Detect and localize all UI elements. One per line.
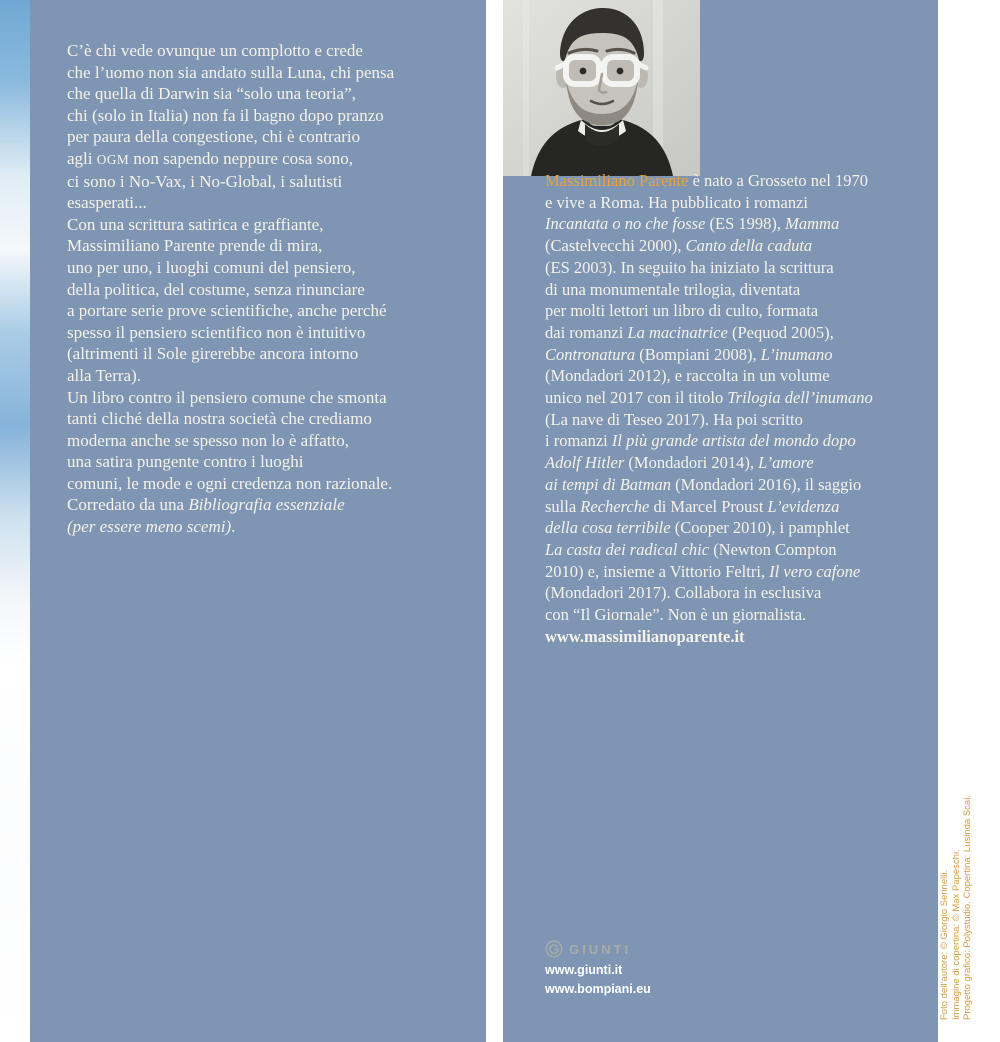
author-photo bbox=[503, 0, 700, 176]
text-line: Massimiliano Parente prende di mira, bbox=[67, 236, 323, 256]
text-line: Adolf Hitler (Mondadori 2014), L’amore bbox=[545, 453, 814, 473]
text-line: (ES 2003). In seguito ha iniziato la scrittura bbox=[545, 257, 834, 277]
giunti-logo-icon bbox=[545, 940, 563, 958]
text-line: moderna anche se spesso non lo è affatto, bbox=[67, 430, 349, 450]
text-line: Un libro contro il pensiero comune che smonta bbox=[67, 387, 387, 407]
text-line: (Mondadori 2017). Collabora in esclusiva bbox=[545, 583, 822, 603]
text-line: alla Terra). bbox=[67, 365, 142, 385]
text-line: tanti cliché della nostra società che crediamo bbox=[67, 409, 372, 429]
text-line: sulla Recherche di Marcel Proust L’evidenza bbox=[545, 496, 840, 516]
text-line: uno per uno, i luoghi comuni del pensiero, bbox=[67, 257, 356, 277]
giunti-logo bbox=[545, 938, 651, 960]
text-line: 2010) e, insieme a Vittorio Feltri, Il vero cafone bbox=[545, 561, 861, 581]
text-line: Massimiliano Parente è nato a Grosseto nel 1970 bbox=[545, 171, 869, 190]
text-line: (La nave di Teseo 2017). Ha poi scritto bbox=[545, 409, 803, 429]
text-line: per paura della congestione, chi è contrario bbox=[67, 127, 361, 147]
text-line: che quella di Darwin sia “solo una teoria”, bbox=[67, 84, 356, 104]
right-flap bbox=[503, 0, 938, 1042]
credit-line-photo: Foto dell’autore: © Giorgio Serinelli. bbox=[939, 869, 950, 1020]
text-line: esasperati... bbox=[67, 193, 147, 213]
text-line: che l’uomo non sia andato sulla Luna, chi pensa bbox=[67, 62, 395, 82]
text-line: Incantata o no che fosse (ES 1998), Mamma bbox=[545, 214, 840, 234]
text-line: Contronatura (Bompiani 2008), L’inumano bbox=[545, 344, 833, 364]
right-margin bbox=[938, 0, 1000, 1042]
credit-line-design: Progetto grafico: Polystudio. Copertina: Lusinda Scai. bbox=[962, 795, 973, 1020]
publisher-footer bbox=[545, 938, 651, 998]
flap-fold-gutter bbox=[486, 0, 503, 1042]
cover-sky-image-sliver bbox=[0, 0, 30, 1042]
text-line: Corredato da una Bibliografia essenziale bbox=[67, 495, 345, 515]
text-line: (altrimenti il Sole girerebbe ancora intorno bbox=[67, 344, 359, 364]
author-bio-text bbox=[545, 170, 933, 647]
text-line: e vive a Roma. Ha pubblicato i romanzi bbox=[545, 192, 809, 212]
giunti-logo-text: GIUNTI bbox=[569, 941, 632, 957]
text-line: C’è chi vede ovunque un complotto e crede bbox=[67, 41, 363, 60]
text-line: a portare serie prove scientifiche, anche perché bbox=[67, 301, 387, 321]
credit-line-cover-image: Immagine di copertina: © Max Papeschi. bbox=[950, 849, 962, 1020]
publisher-url-giunti: www.giunti.it bbox=[545, 963, 623, 977]
text-line: con “Il Giornale”. Non è un giornalista. bbox=[545, 605, 807, 625]
book-description-text bbox=[67, 40, 477, 538]
text-line: chi (solo in Italia) non fa il bagno dopo pranzo bbox=[67, 105, 384, 125]
publisher-url-bompiani: www.bompiani.eu bbox=[545, 982, 651, 996]
text-line: della cosa terribile (Cooper 2010), i pamphlet bbox=[545, 518, 850, 538]
text-line: La casta dei radical chic (Newton Compton bbox=[545, 539, 837, 559]
left-flap bbox=[30, 0, 486, 1042]
text-line: (Castelvecchi 2000), Canto della caduta bbox=[545, 236, 813, 256]
text-line: (per essere meno scemi). bbox=[67, 517, 236, 537]
text-line: Con una scrittura satirica e graffiante, bbox=[67, 214, 324, 234]
text-line: dai romanzi La macinatrice (Pequod 2005), bbox=[545, 322, 834, 342]
credits-vertical-text bbox=[939, 764, 975, 1020]
text-line: comuni, le mode e ogni credenza non razionale. bbox=[67, 473, 393, 493]
text-line: di una monumentale trilogia, diventata bbox=[545, 279, 801, 299]
text-line: una satira pungente contro i luoghi bbox=[67, 452, 304, 472]
text-line: i romanzi Il più grande artista del mondo dopo bbox=[545, 431, 856, 451]
text-line: www.massimilianoparente.it bbox=[545, 626, 745, 646]
text-line: unico nel 2017 con il titolo Trilogia dell’inumano bbox=[545, 388, 873, 408]
text-line: per molti lettori un libro di culto, formata bbox=[545, 301, 819, 321]
text-line: (Mondadori 2012), e raccolta in un volume bbox=[545, 366, 830, 386]
text-line: ai tempi di Batman (Mondadori 2016), il saggio bbox=[545, 474, 862, 494]
text-line: della politica, del costume, senza rinunciare bbox=[67, 279, 365, 299]
text-line: spesso il pensiero scientifico non è intuitivo bbox=[67, 322, 366, 342]
text-line: ci sono i No-Vax, i No-Global, i salutisti bbox=[67, 171, 343, 191]
text-line: agli OGM non sapendo neppure cosa sono, bbox=[67, 148, 353, 168]
